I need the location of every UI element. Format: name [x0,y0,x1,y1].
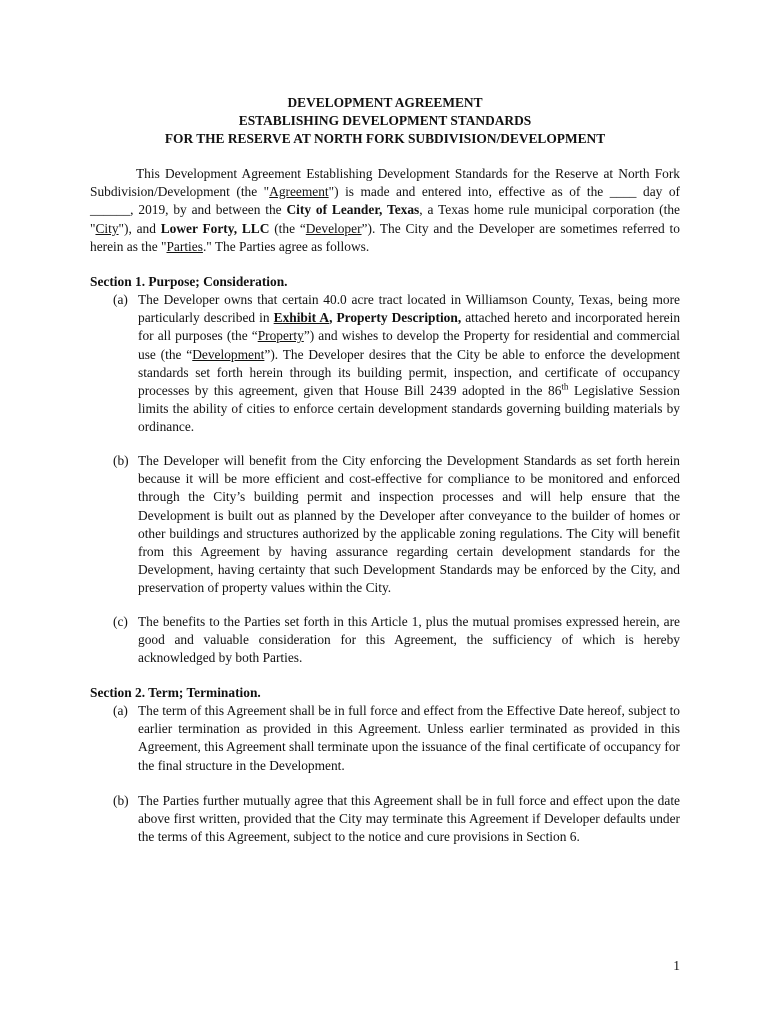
section-2-heading: Section 2. Term; Termination. [90,685,261,700]
city-name: City of Leander, Texas [286,202,420,218]
intro-text: "), and [118,220,161,236]
item-label: (b) [113,793,129,808]
item-label: (b) [113,453,129,468]
item-text-part: attached hereto and incorporated herein for all purposes (the “ [138,310,681,344]
item-text-part: , [329,310,333,326]
title-line-1: DEVELOPMENT AGREEMENT [287,95,483,110]
item-text-part: ”) and wishes to develop the Property for residential and commercial use (the “ [138,328,680,362]
item-text-part: The Developer owns that certain 40.0 acre tract located in Williamson County, Texas, being more particularly described in [138,292,680,326]
intro-text: ") is made and entered into, effective as of the ____ day of ______, 2019, by and between the [90,184,680,218]
exhibit-a-reference: Exhibit A [273,310,330,326]
defined-term-city: City [95,220,119,236]
item-text [138,291,680,437]
intro-text: This Development Agreement Establishing Development Standards for the Reserve at North Fork Subdivision/Development (the " [90,166,680,200]
intro-paragraph [90,165,680,256]
item-label: (a) [113,703,128,718]
defined-term-parties: Parties [166,238,203,254]
property-description-term: Property Description, [332,310,462,326]
section-1-item-b [113,452,680,598]
item-text: The term of this Agreement shall be in full force and effect from the Effective Date hereof, subject to earlier termination as provided in this Agreement. Unless earlier terminated as provided in this Agreement, this Agreement shall terminate upon the issuance of the final certificate of occupancy for the final structure in the Development. [138,703,680,773]
section-1-item-a [113,291,680,437]
defined-term-development: Development [192,346,265,362]
superscript-th: th [561,381,569,392]
defined-term-developer: Developer [305,220,362,236]
intro-text: (the “ [269,220,306,236]
item-text-part: Legislative Session limits the ability of cities to enforce certain development standards governing building materials by ordinance. [138,383,680,435]
item-label: (a) [113,292,128,307]
item-text: The benefits to the Parties set forth in this Article 1, plus the mutual promises expressed herein, are good and valuable consideration for this Agreement, the sufficiency of which is hereby acknowledged by both Parties. [138,614,680,666]
item-label: (c) [113,614,128,629]
defined-term-property: Property [257,328,304,344]
intro-text: , a Texas home rule municipal corporation (the " [90,202,680,236]
title-line-2: ESTABLISHING DEVELOPMENT STANDARDS [238,113,532,128]
document-title [90,94,680,148]
section-1-heading: Section 1. Purpose; Consideration. [90,274,288,289]
item-text: The Parties further mutually agree that this Agreement shall be in full force and effect upon the date above first written, provided that the City may terminate this Agreement if Developer defaults under the terms of this Agreement, subject to the notice and cure provisions in Section 6. [138,793,680,845]
intro-text: ”). The City and the Developer are sometimes referred to herein as the " [90,220,680,254]
developer-name: Lower Forty, LLC [160,220,270,236]
title-line-3: FOR THE RESERVE AT NORTH FORK SUBDIVISION/DEVELOPMENT [164,131,606,146]
intro-text: ." The Parties agree as follows. [202,238,370,254]
item-text-part: ”). The Developer desires that the City be able to enforce the development standards set forth herein through its building permit, inspection, and certificate of occupancy processes by this agreement, given that House Bill 2439 adopted in the 86 [138,346,680,399]
section-2-item-b [113,792,680,847]
defined-term-agreement: Agreement [269,184,329,200]
page-number: 1 [673,958,680,973]
section-2-item-a [113,702,680,775]
item-text: The Developer will benefit from the City enforcing the Development Standards as set forth herein because it will be more efficient and cost-effective for compliance to be monitored and enforced through the City’s building permit and inspection processes and will help ensure that the Development is built out as planned by the Developer after conveyance to the builder of homes or other buildings and structures authorized by the applicable zoning regulations. The City will benefit from this Agreement by having assurance regarding certain development standards for the Development, having certainty that such Development Standards may be enforced by the City, and preservation of property values within the City. [138,453,680,596]
section-1-item-c [113,613,680,668]
